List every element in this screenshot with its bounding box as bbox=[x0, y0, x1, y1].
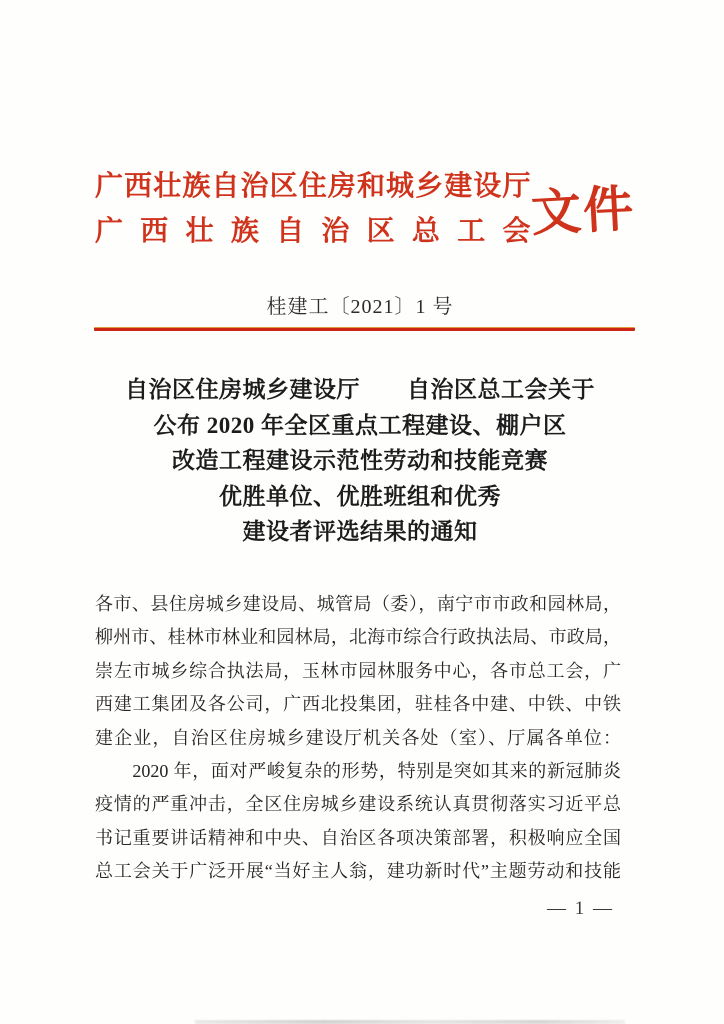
body-text-line: 2020 年，面对严峻复杂的形势，特别是突如其来的新冠肺炎 bbox=[95, 761, 621, 782]
body-text-line: 各市、县住房城乡建设局、城管局（委），南宁市市政和园林局， bbox=[95, 594, 621, 614]
document-body bbox=[95, 588, 621, 889]
title-line: 自治区住房城乡建设厅 自治区总工会关于 bbox=[125, 377, 595, 402]
body-text-line: 书记重要讲话精神和中央、自治区各项决策部署，积极响应全国 bbox=[95, 827, 621, 848]
title-line: 公布 2020 年全区重点工程建设、棚户区 bbox=[153, 412, 567, 438]
issuing-org-line-1: 广西壮族自治区住房和城乡建设厅 bbox=[95, 171, 531, 202]
body-text-line: 疫情的严重冲击，全区住房城乡建设系统认真贯彻落实习近平总 bbox=[95, 794, 621, 815]
red-divider-line bbox=[94, 327, 635, 331]
doc-number: 桂建工〔2021〕1 号 bbox=[266, 296, 454, 318]
title-line: 建设者评选结果的通知 bbox=[242, 519, 478, 545]
body-text-line: 总工会关于广泛开展“当好主人翁，建功新时代”主题劳动和技能 bbox=[95, 861, 621, 882]
page-number: — 1 — bbox=[547, 898, 614, 919]
body-text-line: 崇左市城乡综合执法局，玉林市园林服务中心，各市总工会，广 bbox=[95, 660, 621, 681]
doc-type-label: 文件 bbox=[529, 180, 637, 242]
issuing-org-names bbox=[95, 164, 531, 254]
title-line: 优胜单位、优胜班组和优秀 bbox=[219, 483, 501, 509]
scan-edge-artifact bbox=[195, 1020, 625, 1024]
body-text-line: 柳州市、桂林市林业和园林局，北海市综合行政执法局、市政局， bbox=[95, 627, 621, 648]
title-line: 改造工程建设示范性劳动和技能竞赛 bbox=[172, 448, 548, 474]
body-text-line: 建企业，自治区住房城乡建设厅机关各处（室）、厅属各单位： bbox=[95, 727, 621, 748]
document-title bbox=[95, 372, 625, 550]
body-text-line: 西建工集团及各公司，广西北投集团，驻桂各中建、中铁、中铁 bbox=[95, 694, 621, 715]
document-letterhead bbox=[95, 164, 635, 254]
issuing-org-line-2: 广西壮族自治区总工会 bbox=[95, 216, 531, 247]
